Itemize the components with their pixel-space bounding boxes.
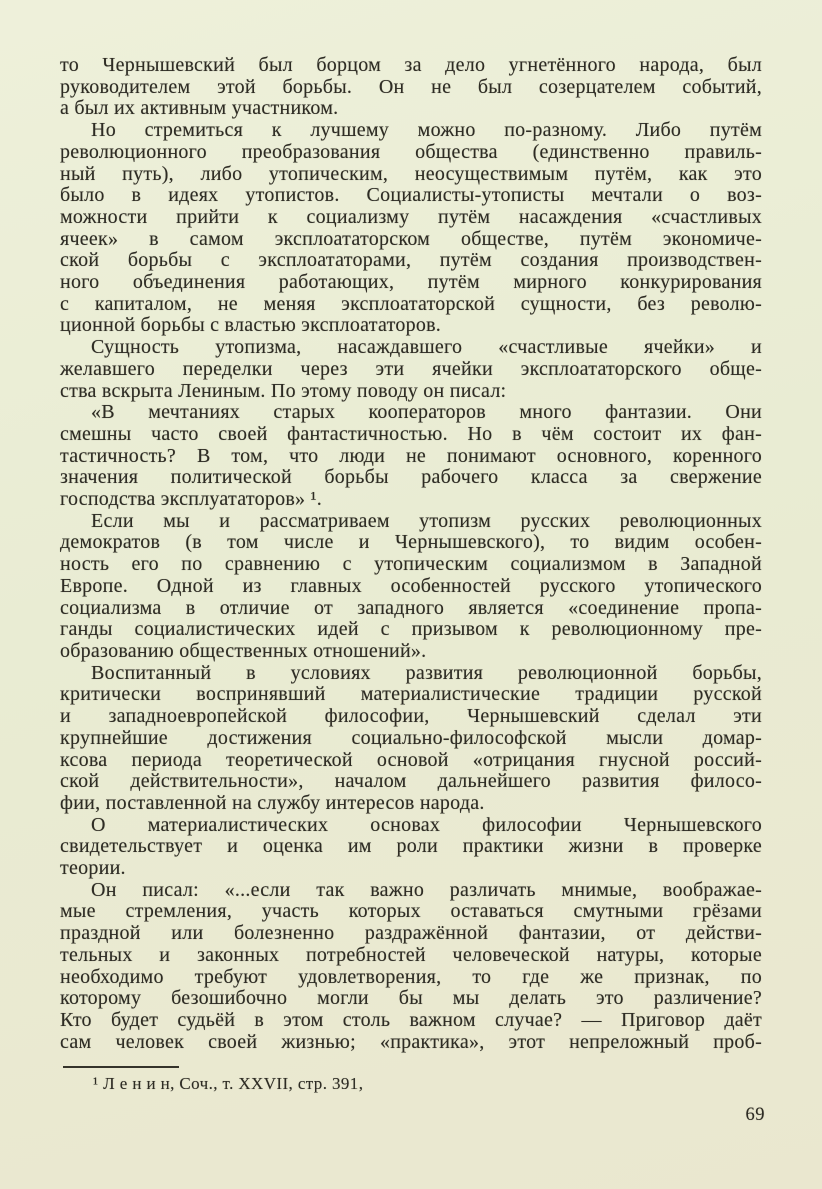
text-line: а был их активным участником. xyxy=(60,97,339,120)
text-line: ства вскрыта Лениным. По этому поводу он писал: xyxy=(60,379,507,402)
text-line: ской действительности», началом дальнейшего развития филосо- xyxy=(60,770,762,793)
text-line: Европе. Одной из главных особенностей русского утопического xyxy=(60,574,762,597)
text-line: желавшего переделки через эти ячейки эксплоататорского обще- xyxy=(60,357,762,380)
text-line: Если мы и рассматриваем утопизм русских революционных xyxy=(91,509,762,532)
text-line: Он писал: «...если так важно различать мнимые, воображае- xyxy=(91,878,762,901)
text-line: «В мечтаниях старых кооператоров много фантазии. Они xyxy=(91,401,762,424)
footnote-text: ¹ Л е н и н, Соч., т. XXVII, стр. 391, xyxy=(93,1074,364,1094)
text-line: крупнейшие достижения социально-философской мысли домар- xyxy=(60,726,762,749)
text-line: значения политической борьбы рабочего класса за свержение xyxy=(60,466,762,489)
text-line: социализма в отличие от западного является «соединение пропа- xyxy=(60,596,762,619)
text-line: образованию общественных отношений». xyxy=(60,639,427,662)
text-line: революционного преобразования общества (единственно правиль- xyxy=(60,140,762,163)
text-line: ного объединения работающих, путём мирного конкурирования xyxy=(60,271,762,294)
text-line: и западноевропейской философии, Чернышевский сделал эти xyxy=(60,705,762,728)
page-number: 69 xyxy=(745,1105,765,1125)
text-line: тельных и законных потребностей человеческой натуры, которые xyxy=(60,943,762,966)
text-line: ской борьбы с эксплоататорами, путём создания производствен- xyxy=(60,249,762,272)
text-line: ганды социалистических идей с призывом к революционному пре- xyxy=(60,618,762,641)
text-line: Сущность утопизма, насаждавшего «счастливые ячейки» и xyxy=(91,336,762,359)
text-line: фии, поставленной на службу интересов народа. xyxy=(60,791,485,814)
text-line: руководителем этой борьбы. Он не был созерцателем событий, xyxy=(60,75,762,98)
text-line: праздной или болезненно раздражённой фантазии, от действи- xyxy=(60,922,762,945)
text-line: свидетельствует и оценка им роли практики жизни в проверке xyxy=(60,835,762,858)
text-line: тастичность? В том, что люди не понимают основного, коренного xyxy=(60,444,762,467)
text-line: О материалистических основах философии Чернышевского xyxy=(91,813,762,836)
text-line: сам человек своей жизнью; «практика», этот непреложный проб- xyxy=(60,1030,762,1053)
text-line: то Чернышевский был борцом за дело угнетённого народа, был xyxy=(60,54,762,76)
text-line: можности прийти к социализму путём насаждения «счастливых xyxy=(60,205,762,228)
text-line: ционной борьбы с властью эксплоататоров. xyxy=(60,314,442,337)
text-line: Кто будет судьёй в этом столь важном случае? — Приговор даёт xyxy=(60,1008,762,1031)
text-line: Воспитанный в условиях развития революционной борьбы, xyxy=(91,661,762,684)
text-line: ный путь), либо утопическим, неосуществимым путём, как это xyxy=(60,162,762,185)
text-line: мые стремления, участь которых оставаться смутными грёзами xyxy=(60,900,762,923)
text-line: ячеек» в самом эксплоататорском обществе, путём экономиче- xyxy=(60,227,762,250)
text-line: которому безошибочно могли бы мы делать это различение? xyxy=(60,987,762,1010)
text-line: ность его по сравнению с утопическим социализмом в Западной xyxy=(60,553,762,576)
text-line: ксова периода теоретической основой «отрицания гнусной россий- xyxy=(60,748,762,771)
footnote-divider xyxy=(63,1066,179,1068)
text-line: смешны часто своей фантастичностью. Но в чём состоит их фан- xyxy=(60,422,762,445)
text-line: необходимо требуют удовлетворения, то где же признак, по xyxy=(60,965,762,988)
text-line: Но стремиться к лучшему можно по-разному. Либо путём xyxy=(91,119,762,142)
body-text-block xyxy=(60,55,762,1094)
text-line: с капиталом, не меняя эксплоататорской сущности, без револю- xyxy=(60,292,762,315)
text-line: теории. xyxy=(60,857,126,880)
text-line: было в идеях утопистов. Социалисты-утописты мечтали о воз- xyxy=(60,184,762,207)
text-line: критически воспринявший материалистические традиции русской xyxy=(60,683,762,706)
text-line: демократов (в том числе и Чернышевского), то видим особен- xyxy=(60,531,762,554)
text-line: господства эксплуататоров» ¹. xyxy=(60,488,323,511)
